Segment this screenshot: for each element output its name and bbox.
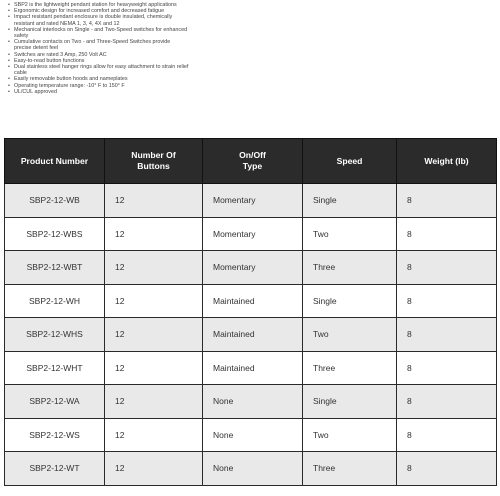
header-speed: Speed (303, 139, 397, 184)
cell-on-off-type: Maintained (203, 284, 303, 318)
header-number-of-buttons (105, 139, 203, 184)
feature-text: Cumulative contacts on Two - and Three-Speed Switches provide precise detent feel (14, 39, 171, 52)
cell-speed: Single (303, 184, 397, 218)
cell-product-number: SBP2-12-WHS (5, 318, 105, 352)
cell-speed: Two (303, 318, 397, 352)
cell-weight: 8 (397, 284, 497, 318)
cell-product-number: SBP2-12-WT (5, 452, 105, 486)
cell-buttons: 12 (105, 452, 203, 486)
cell-product-number: SBP2-12-WS (5, 418, 105, 452)
cell-buttons: 12 (105, 351, 203, 385)
cell-weight: 8 (397, 318, 497, 352)
table-row (5, 217, 497, 251)
cell-buttons: 12 (105, 385, 203, 419)
feature-text: UL/CUL approved (14, 88, 57, 95)
cell-on-off-type: Maintained (203, 351, 303, 385)
table-row (5, 385, 497, 419)
cell-on-off-type: Maintained (203, 318, 303, 352)
table-row (5, 251, 497, 285)
feature-text: Dual stainless steel hanger rings allow for easy attachment to strain relief cable (14, 64, 189, 77)
table-row (5, 418, 497, 452)
cell-speed: Two (303, 418, 397, 452)
cell-product-number: SBP2-12-WBS (5, 217, 105, 251)
feature-item (8, 14, 189, 27)
cell-speed: Three (303, 351, 397, 385)
cell-product-number: SBP2-12-WHT (5, 351, 105, 385)
table-row (5, 284, 497, 318)
feature-item (8, 26, 189, 40)
bullet-icon: • (8, 51, 10, 58)
bullet-icon: • (8, 8, 10, 15)
cell-weight: 8 (397, 452, 497, 486)
cell-buttons: 12 (105, 418, 203, 452)
cell-buttons: 12 (105, 318, 203, 352)
cell-product-number: SBP2-12-WH (5, 284, 105, 318)
feature-item (8, 64, 189, 77)
cell-weight: 8 (397, 251, 497, 285)
cell-weight: 8 (397, 385, 497, 419)
bullet-icon: • (8, 64, 10, 71)
feature-item (8, 39, 189, 52)
bullet-icon: • (8, 82, 10, 89)
cell-on-off-type: None (203, 452, 303, 486)
cell-weight: 8 (397, 351, 497, 385)
cell-on-off-type: None (203, 418, 303, 452)
cell-weight: 8 (397, 418, 497, 452)
feature-text: Switches are rated 3 Amp, 250 Volt AC (14, 51, 107, 58)
cell-on-off-type: Momentary (203, 184, 303, 218)
feature-item (8, 88, 189, 95)
table-row (5, 184, 497, 218)
bullet-icon: • (8, 39, 10, 46)
cell-speed: Three (303, 452, 397, 486)
header-on-off-type-text: On/Off Type (239, 150, 266, 171)
spec-table (4, 138, 497, 486)
header-product-number: Product Number (5, 139, 105, 184)
bullet-icon: • (8, 88, 10, 95)
cell-product-number: SBP2-12-WBT (5, 251, 105, 285)
cell-product-number: SBP2-12-WA (5, 385, 105, 419)
feature-text: SBP2 is the lightweight pendant station for heavyweight applications (14, 2, 177, 8)
table-header-row (5, 139, 497, 184)
cell-buttons: 12 (105, 184, 203, 218)
bullet-icon: • (8, 76, 10, 83)
bullet-icon: • (8, 14, 10, 21)
cell-product-number: SBP2-12-WB (5, 184, 105, 218)
cell-weight: 8 (397, 184, 497, 218)
table-row (5, 452, 497, 486)
feature-list (0, 2, 189, 95)
cell-speed: Two (303, 217, 397, 251)
cell-on-off-type: Momentary (203, 217, 303, 251)
cell-speed: Single (303, 385, 397, 419)
cell-speed: Single (303, 284, 397, 318)
bullet-icon: • (8, 2, 10, 8)
header-number-of-buttons-text: Number Of Buttons (131, 150, 176, 171)
feature-text: Operating temperature range: -10° F to 150° F (14, 82, 125, 89)
header-weight: Weight (lb) (397, 139, 497, 184)
cell-speed: Three (303, 251, 397, 285)
cell-buttons: 12 (105, 217, 203, 251)
feature-text: Mechanical interlocks on Single - and Two-Speed switches for enhanced safety (14, 26, 188, 40)
header-on-off-type (203, 139, 303, 184)
cell-weight: 8 (397, 217, 497, 251)
feature-text: Ergonomic design for increased comfort and decreased fatigue (14, 8, 165, 15)
bullet-icon: • (8, 26, 10, 33)
cell-on-off-type: Momentary (203, 251, 303, 285)
bullet-icon: • (8, 57, 10, 64)
feature-text: Easy-to-read button functions (14, 57, 85, 64)
cell-buttons: 12 (105, 284, 203, 318)
table-row (5, 351, 497, 385)
feature-text: Impact resistant pendant enclosure is double insulated, chemically resistant and rated NEMA 1, 3, 4, 4X and 12 (14, 14, 173, 27)
cell-buttons: 12 (105, 251, 203, 285)
table-row (5, 318, 497, 352)
feature-text: Easily removable button hoods and nameplates (14, 76, 128, 83)
cell-on-off-type: None (203, 385, 303, 419)
